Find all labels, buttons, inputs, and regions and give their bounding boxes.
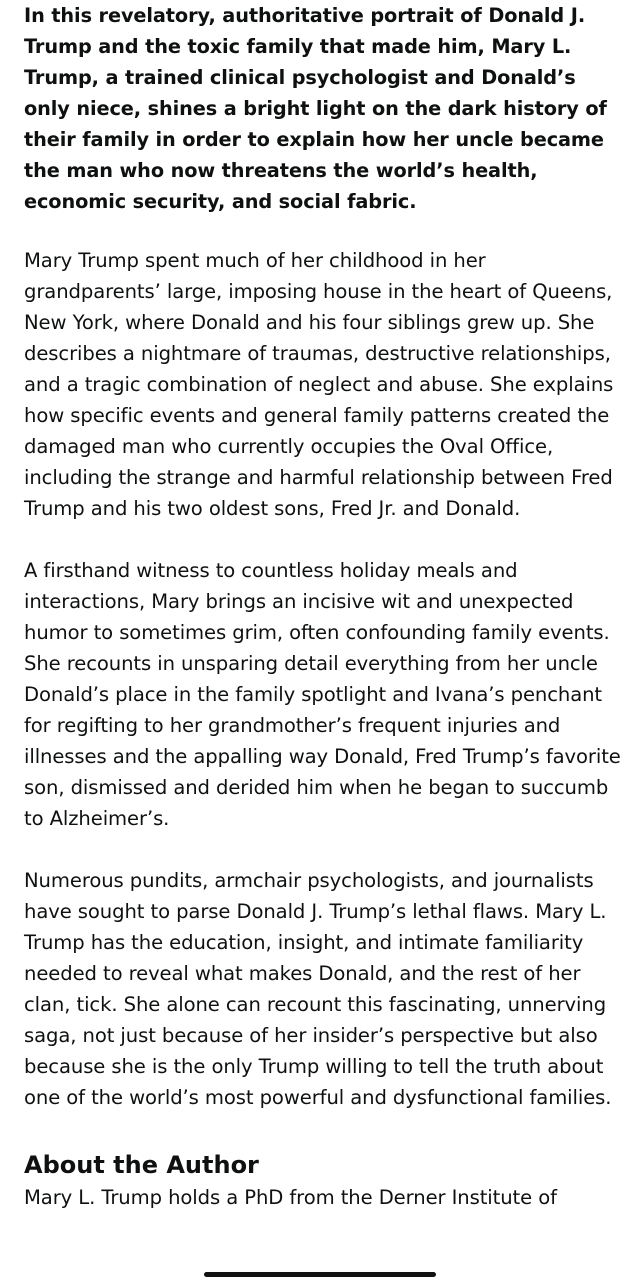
- description-paragraph-1: Mary Trump spent much of her childhood in her grandparents’ large, imposing house in the heart of Queens, New York, where Donald and his four siblings grew up. She describes a nightmare of traumas, destructive relationships, and a tragic combination of neglect and abuse. She explains how specific events and general family patterns created the damaged man who currently occupies the Oval Office, including the strange and harmful relationship between Fred Trump and his two oldest sons, Fred Jr. and Donald.: [24, 249, 614, 520]
- about-author-text: Mary L. Trump holds a PhD from the Derner Institute of: [24, 1186, 557, 1209]
- home-indicator-bar[interactable]: [204, 1272, 436, 1277]
- book-description: [24, 0, 624, 1213]
- about-author-heading: About the Author: [24, 1151, 259, 1179]
- spacer: [24, 834, 624, 865]
- description-paragraph-3: Numerous pundits, armchair psychologists, and journalists have sought to parse Donald J. Trump’s lethal flaws. Mary L. Trump has the education, insight, and intimate familiarity needed to reveal what makes Donald, and the rest of her clan, tick. She alone can recount this fascinating, unnerving saga, not just because of her insider’s perspective but also because she is the only Trump willing to tell the truth about one of the world’s most powerful and dysfunctional families.: [24, 869, 612, 1109]
- spacer: [24, 1113, 624, 1144]
- spacer: [24, 217, 624, 245]
- description-paragraph-2: A firsthand witness to countless holiday meals and interactions, Mary brings an incisive wit and unexpected humor to sometimes grim, often confounding family events. She recounts in unsparing detail everything from her uncle Donald’s place in the family spotlight and Ivana’s penchant for regifting to her grandmother’s frequent injuries and illnesses and the appalling way Donald, Fred Trump’s favorite son, dismissed and derided him when he began to succumb to Alzheimer’s.: [24, 559, 621, 830]
- description-intro: In this revelatory, authoritative portrait of Donald J. Trump and the toxic family that made him, Mary L. Trump, a trained clinical psychologist and Donald’s only niece, shines a bright light on the dark history of their family in order to explain how her uncle became the man who now threatens the world’s health, economic security, and social fabric.: [24, 4, 607, 213]
- spacer: [24, 524, 624, 555]
